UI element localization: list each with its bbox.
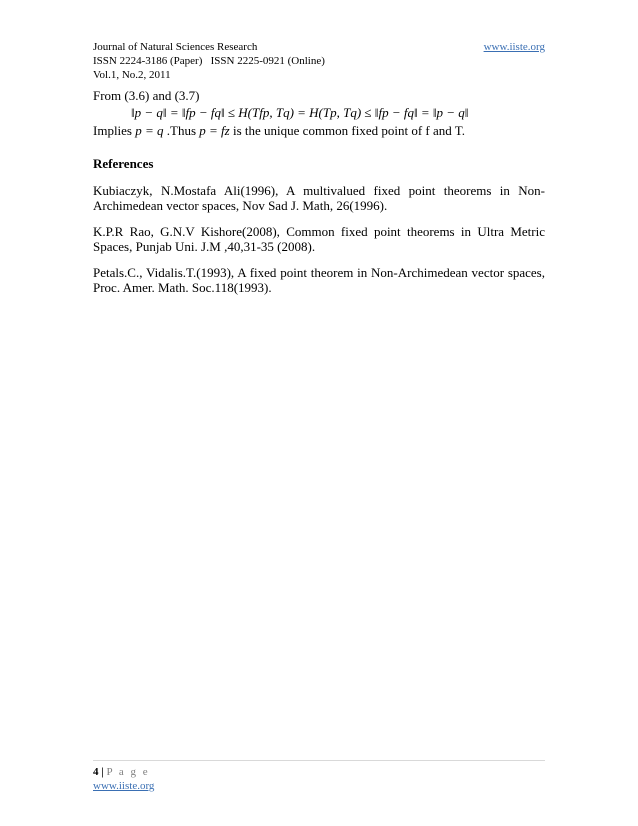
main-content (93, 88, 545, 306)
page-header (93, 40, 545, 82)
implies-suffix: is the unique common fixed point of f and T. (232, 123, 466, 138)
implies-math-2: p = fz (199, 123, 230, 138)
equation: ‖p − q‖ = ‖fp − fq‖ ≤ H(Tfp, Tq) = H(Tp, Tq) ≤ ‖fp − fq‖ = ‖p − q‖ (131, 105, 469, 120)
reference-item: Petals.C., Vidalis.T.(1993), A fixed point theorem in Non-Archimedean vector spaces, Proc. Amer. Math. Soc.118(1993). (93, 265, 545, 295)
page-separator: | (101, 766, 104, 778)
implies-prefix: Implies (93, 123, 132, 138)
journal-title: Journal of Natural Sciences Research (93, 41, 258, 53)
page-footer (93, 760, 545, 793)
reference-item: Kubiaczyk, N.Mostafa Ali(1996), A multivalued fixed point theorems in Non-Archimedean vector spaces, Nov Sad J. Math, 26(1996). (93, 183, 545, 213)
footer-website-link[interactable]: www.iiste.org (93, 780, 155, 792)
page-number: 4 (93, 766, 99, 778)
implies-mid: .Thus (166, 123, 197, 138)
implies-line (93, 123, 545, 138)
from-line: From (3.6) and (3.7) (93, 88, 200, 103)
implies-math-1: p = q (135, 123, 164, 138)
page-number-line (93, 765, 545, 779)
volume-line: Vol.1, No.2, 2011 (93, 69, 171, 81)
header-top-row (93, 40, 545, 54)
issn-line: ISSN 2224-3186 (Paper) ISSN 2225-0921 (Online) (93, 55, 325, 67)
page-word: P a g e (106, 766, 150, 778)
references-heading: References (93, 156, 154, 171)
reference-item: K.P.R Rao, G.N.V Kishore(2008), Common fixed point theorems in Ultra Metric Spaces, Punjab Uni. J.M ,40,31-35 (2008). (93, 224, 545, 254)
header-website-link[interactable]: www.iiste.org (483, 41, 545, 53)
